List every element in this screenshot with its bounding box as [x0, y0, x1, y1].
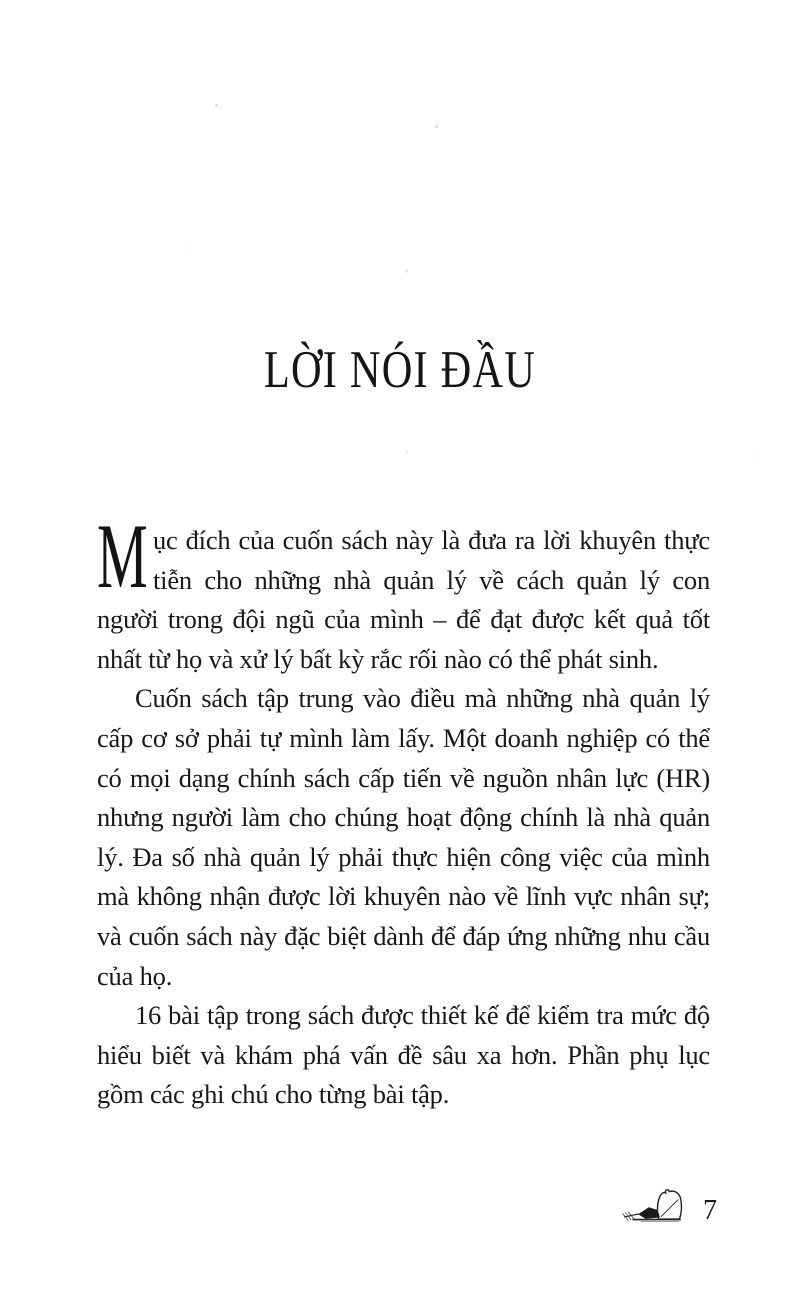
scan-dust-speck: [406, 451, 408, 454]
paragraph: [97, 505, 710, 679]
page-number: 7: [703, 1195, 717, 1226]
paragraph: 16 bài tập trong sách được thiết kế để kiểm tra mức độ hiểu biết và khám phá vấn đề sâu xa hơn. Phần phụ lục gồm các ghi chú cho từng bài tập.: [97, 1000, 710, 1110]
scan-dust-speck: [189, 247, 191, 249]
quill-sketch-icon: [616, 1185, 698, 1227]
scan-dust-speck: [215, 104, 218, 107]
drop-cap: M: [97, 505, 148, 607]
paragraph: Cuốn sách tập trung vào điều mà những nhà quản lý cấp cơ sở phải tự mình làm lấy. Một doanh nghiệp có thể có mọi dạng chính sách cấp tiến về nguồn nhân lực (HR) nhưng người làm cho chúng hoạt động chính là nhà quản lý. Đa số nhà quản lý phải thực hiện công việc của mình mà không nhận được lời khuyên nào về lĩnh vực nhân sự; và cuốn sách này đặc biệt dành để đáp ứng những nhu cầu của họ.: [97, 683, 710, 991]
scan-dust-speck: [435, 125, 438, 128]
scan-dust-speck: [406, 269, 408, 273]
paragraph-text: ục đích của cuốn sách này là đưa ra lời khuyên thực tiễn cho những nhà quản lý về cách quản lý con người trong đội ngũ của mình – để đạt được kết quả tốt nhất từ họ và xử lý bất kỳ rắc rối nào có thể phát sinh.: [97, 525, 710, 674]
scan-dust-speck: [755, 455, 757, 457]
page-title: LỜI NÓI ĐẦU: [263, 341, 537, 399]
page-footer: [616, 1183, 717, 1227]
body-text-block: [97, 505, 710, 1115]
